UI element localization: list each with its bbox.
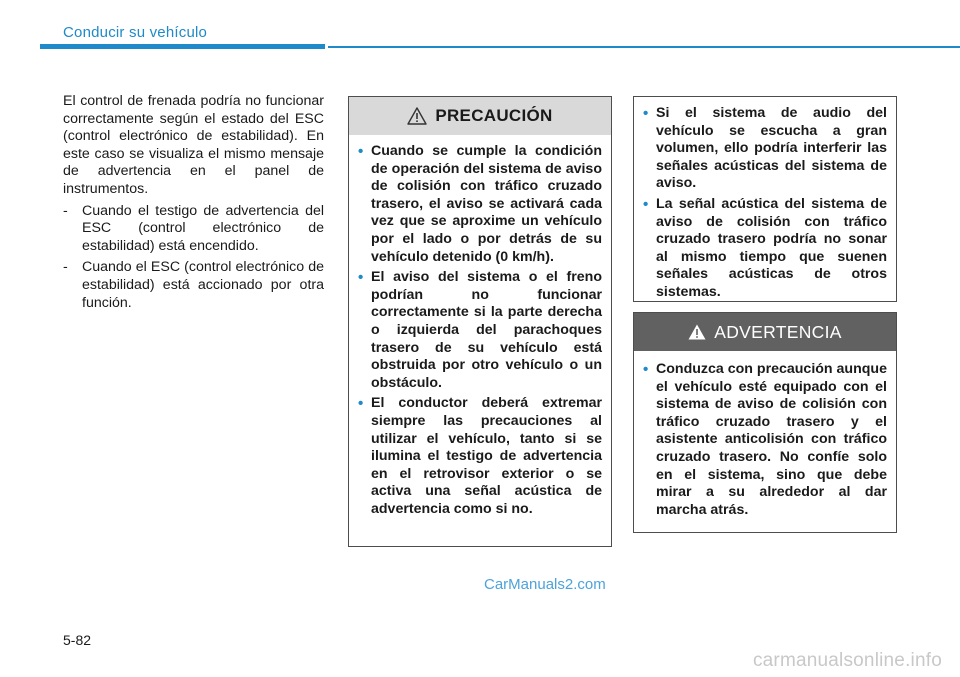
watermark: CarManuals2.com xyxy=(484,576,606,593)
bullet-dot: • xyxy=(643,195,649,213)
dash-marker: - xyxy=(63,259,68,276)
list-item xyxy=(63,203,324,256)
page-number: 5-82 xyxy=(63,632,92,648)
footer-watermark: carmanualsonline.info xyxy=(752,650,942,671)
warning-outline-icon xyxy=(407,107,427,125)
bullet-text: Conduzca con precaución aunque el vehículo esté equipado con el sistema de aviso de colisión con tráfico cruzado trasero y el asistente anticolisión con tráfico cruzado trasero. No confíe solo en el sistema, sino que debe mirar a su alrededor al dar marcha atrás. xyxy=(656,361,887,518)
precaucion-continued-box xyxy=(633,96,897,302)
precaucion-box xyxy=(348,96,612,547)
advertencia-title: ADVERTENCIA xyxy=(714,321,842,342)
list-item xyxy=(643,361,887,519)
bullet-text: La señal acústica del sistema de aviso de colisión con tráfico cruzado trasero podría no sonar al mismo tiempo que suenen señales acústicas de otros sistemas. xyxy=(656,195,887,300)
bullet-dot: • xyxy=(643,105,649,122)
bullet-text: El aviso del sistema o el freno podrían no funcionar correctamente si la parte derecha o izquierda del parachoques trasero de su vehículo está obstruida por otro vehículo o un obstáculo. xyxy=(371,269,602,391)
list-item-text: Cuando el testigo de advertencia del ESC (control electrónico de estabilidad) está encendido. xyxy=(82,202,324,254)
list-item xyxy=(358,269,602,392)
list-item xyxy=(358,395,602,518)
precaucion-header xyxy=(349,97,611,135)
bullet-dot: • xyxy=(358,269,364,287)
bullet-dot: • xyxy=(358,143,364,160)
bullet-dot: • xyxy=(643,361,649,378)
list-item xyxy=(358,143,602,266)
left-column xyxy=(63,93,324,312)
intro-paragraph: El control de frenada podría no funcionar correctamente según el estado del ESC (control electrónico de estabilidad). En este caso se visualiza el mismo mensaje de advertencia en el panel de instrumentos. xyxy=(63,93,324,197)
list-item xyxy=(643,105,887,193)
precaucion-title: PRECAUCIÓN xyxy=(435,106,553,125)
header-rule-thin xyxy=(328,46,960,48)
list-item-text: Cuando el ESC (control electrónico de estabilidad) está accionado por otra función. xyxy=(82,259,324,311)
header-rule-thick xyxy=(40,44,325,49)
section-title: Conducir su vehículo xyxy=(63,24,208,41)
advertencia-header xyxy=(634,313,896,351)
bullet-text: Si el sistema de audio del vehículo se escucha a gran volumen, ello podría interferir las señales acústicas del sistema de aviso. xyxy=(656,105,887,192)
bullet-dot: • xyxy=(358,395,364,413)
list-item xyxy=(63,259,324,312)
bullet-text: Cuando se cumple la condición de operación del sistema de aviso de colisión con tráfico cruzado trasero, el aviso se activará cada vez que se aproxime un vehículo por el lado o por detrás de su vehículo detenido (0 km/h). xyxy=(371,143,602,265)
dash-marker: - xyxy=(63,202,68,219)
list-item xyxy=(643,196,887,302)
bullet-text: El conductor deberá extremar siempre las precauciones al utilizar el vehículo, tanto si se ilumina el testigo de advertencia en el retrovisor exterior o se activa una señal acústica de advertencia como si no. xyxy=(371,395,602,517)
warning-filled-icon xyxy=(688,324,706,340)
advertencia-box xyxy=(633,312,897,533)
